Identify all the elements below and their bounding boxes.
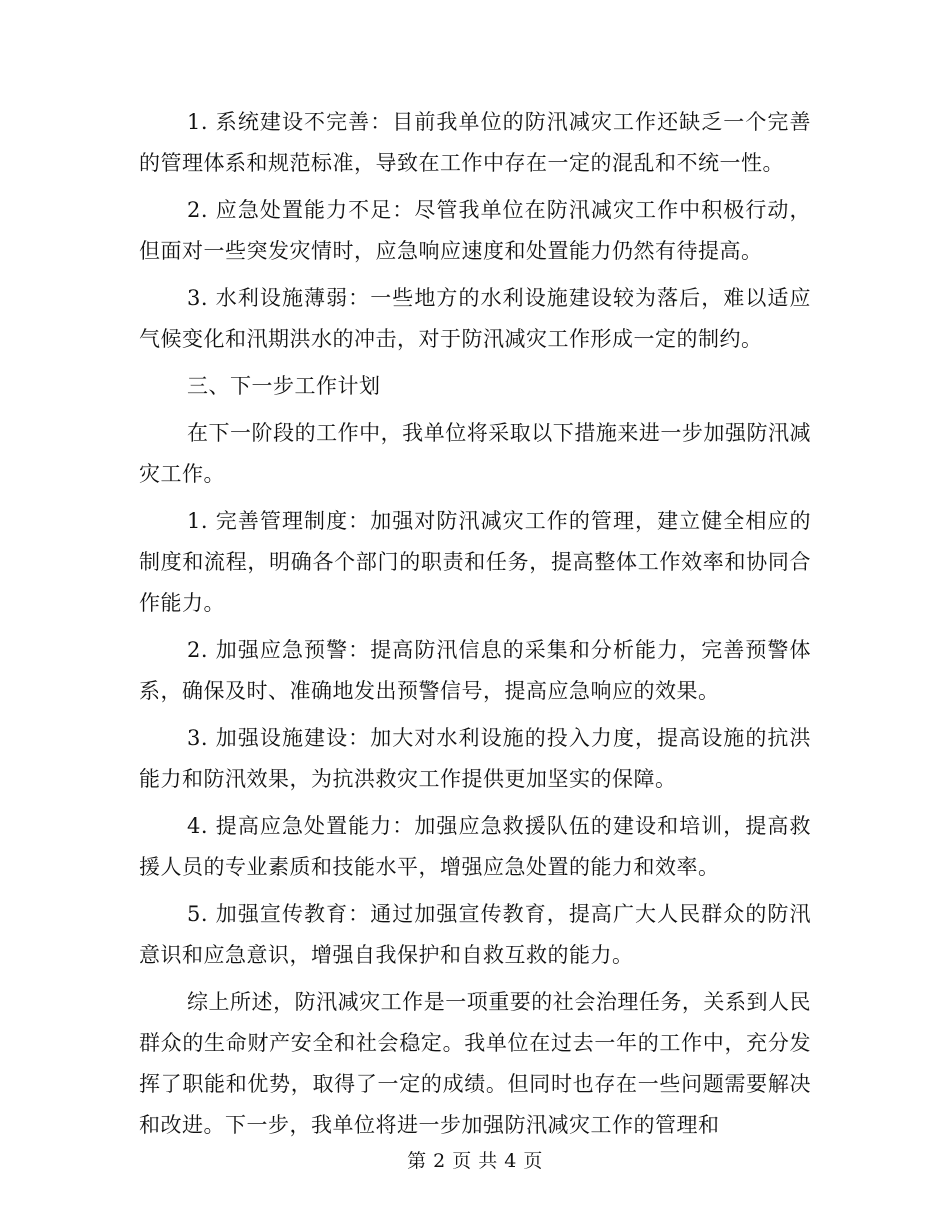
paragraph-plan-2: 2. 加强应急预警：提高防汛信息的采集和分析能力，完善预警体系，确保及时、准确地发出预警信号，提高应急响应的效果。 [139, 638, 811, 703]
page-number-footer: 第 2 页 共 4 页 [407, 1150, 543, 1172]
section-heading-next-plan: 三、下一步工作计划 [187, 374, 381, 398]
paragraph-plan-4: 4. 提高应急处置能力：加强应急救援队伍的建设和培训，提高救援人员的专业素质和技能水平，增强应急处置的能力和效率。 [139, 814, 811, 879]
paragraph-plan-1: 1. 完善管理制度：加强对防汛减灾工作的管理，建立健全相应的制度和流程，明确各个部门的职责和任务，提高整体工作效率和协同合作能力。 [139, 509, 811, 615]
paragraph-problem-3: 3. 水利设施薄弱：一些地方的水利设施建设较为落后，难以适应气候变化和汛期洪水的冲击，对于防汛减灾工作形成一定的制约。 [139, 286, 811, 351]
paragraph-plan-5: 5. 加强宣传教育：通过加强宣传教育，提高广大人民群众的防汛意识和应急意识，增强自我保护和自救互救的能力。 [139, 902, 811, 967]
paragraph-problem-2: 2. 应急处置能力不足：尽管我单位在防汛减灾工作中积极行动，但面对一些突发灾情时，应急响应速度和处置能力仍然有待提高。 [139, 198, 811, 263]
paragraph-plan-intro: 在下一阶段的工作中，我单位将采取以下措施来进一步加强防汛减灾工作。 [139, 421, 811, 486]
paragraph-problem-1: 1. 系统建设不完善：目前我单位的防汛减灾工作还缺乏一个完善的管理体系和规范标准，导致在工作中存在一定的混乱和不统一性。 [139, 110, 811, 175]
paragraph-plan-3: 3. 加强设施建设：加大对水利设施的投入力度，提高设施的抗洪能力和防汛效果，为抗洪救灾工作提供更加坚实的保障。 [139, 726, 811, 791]
paragraph-summary: 综上所述，防汛减灾工作是一项重要的社会治理任务，关系到人民群众的生命财产安全和社会稳定。我单位在过去一年的工作中，充分发挥了职能和优势，取得了一定的成绩。但同时也存在一些问题需要解决和改进。下一步，我单位将进一步加强防汛减灾工作的管理和 [139, 990, 811, 1137]
document-body [139, 102, 811, 1152]
